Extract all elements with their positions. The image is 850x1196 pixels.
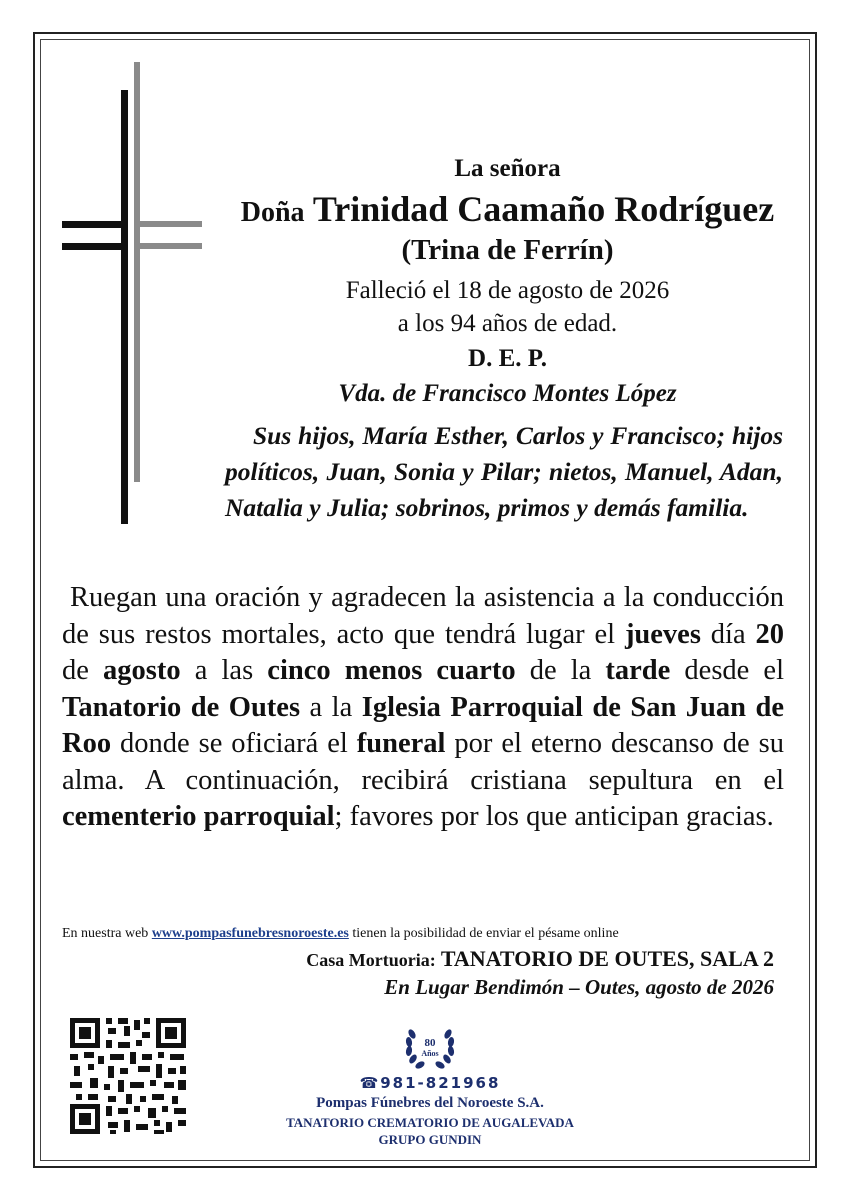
laurel-badge-icon <box>402 1020 458 1074</box>
laurel-wreath-icon <box>402 1020 458 1074</box>
qr-code <box>68 1016 188 1136</box>
text-run: desde el <box>670 655 784 686</box>
web-prefix: En nuestra web <box>62 926 149 941</box>
bold-run: cementerio parroquial <box>62 801 335 832</box>
crematorio-name: TANATORIO CREMATORIO DE AUGALEVADA <box>286 1115 574 1130</box>
company-name: Pompas Fúnebres del Noroeste S.A. <box>316 1095 544 1111</box>
website-link[interactable]: www.pompasfunebresnoroeste.es <box>151 926 349 941</box>
bold-run: Tanatorio de Outes <box>62 691 301 723</box>
text-run: día <box>700 618 756 650</box>
bold-run: jueves <box>624 618 701 650</box>
text-run: a las <box>180 655 268 686</box>
death-date: Falleció el 18 de agosto de 2026 <box>345 277 670 304</box>
bold-run: 20 <box>755 618 784 650</box>
widow-of: Vda. de Francisco Montes López <box>338 380 677 407</box>
bold-run: cinco menos cuarto <box>267 655 516 686</box>
web-line <box>62 926 782 942</box>
text-run: donde se oficiará el <box>111 728 357 759</box>
web-suffix: tienen la posibilidad de enviar el pésame online <box>352 926 619 941</box>
bold-run: tarde <box>605 655 671 686</box>
age: a los 94 años de edad. <box>397 310 618 337</box>
text-run: a la <box>300 691 362 723</box>
honorific: Doña <box>240 197 305 228</box>
bold-run: agosto <box>103 655 181 686</box>
text-run: de <box>62 655 104 686</box>
place-date: En Lugar Bendimón – Outes, agosto de 2026 <box>384 975 774 999</box>
casa-mortuoria <box>306 946 774 972</box>
casa-value: TANATORIO DE OUTES, SALA 2 <box>440 946 774 971</box>
ceremony-text <box>62 580 784 836</box>
bold-run: Iglesia Parroquial de San Juan de Roo <box>62 691 785 759</box>
text-run: de la <box>515 655 606 686</box>
grupo-name: GRUPO GUNDIN <box>378 1132 482 1147</box>
intro-text: La señora <box>454 155 561 182</box>
text-run: Ruegan una oración y agradecen la asistencia a la conducción de sus restos mortales, acto que tendrá lugar el <box>62 582 784 650</box>
full-name: Trinidad Caamaño Rodríguez <box>312 189 775 229</box>
phone-number[interactable]: 981-821968 <box>380 1074 501 1092</box>
badge-number: 80 <box>424 1037 436 1049</box>
text-run: ; favores por los que anticipan gracias. <box>334 801 774 832</box>
cross-icon <box>60 62 205 527</box>
badge-text: Años <box>421 1049 439 1058</box>
bold-run: funeral <box>356 728 446 759</box>
casa-label: Casa Mortuoria: <box>306 950 436 970</box>
dep: D. E. P. <box>468 345 547 372</box>
deceased-name <box>230 188 785 230</box>
alias: (Trina de Ferrín) <box>401 234 614 266</box>
phone-icon: ☎ <box>359 1074 381 1092</box>
text-run: por el eterno descanso de su alma. A continuación, recibirá cristiana sepultura en el <box>62 728 784 796</box>
family-list: Sus hijos, María Esther, Carlos y Francisco; hijos políticos, Juan, Sonia y Pilar; nietos, Manuel, Adan, Natalia y Julia; sobrinos, primos y demás familia. <box>225 421 783 522</box>
phone-line <box>270 1074 590 1092</box>
